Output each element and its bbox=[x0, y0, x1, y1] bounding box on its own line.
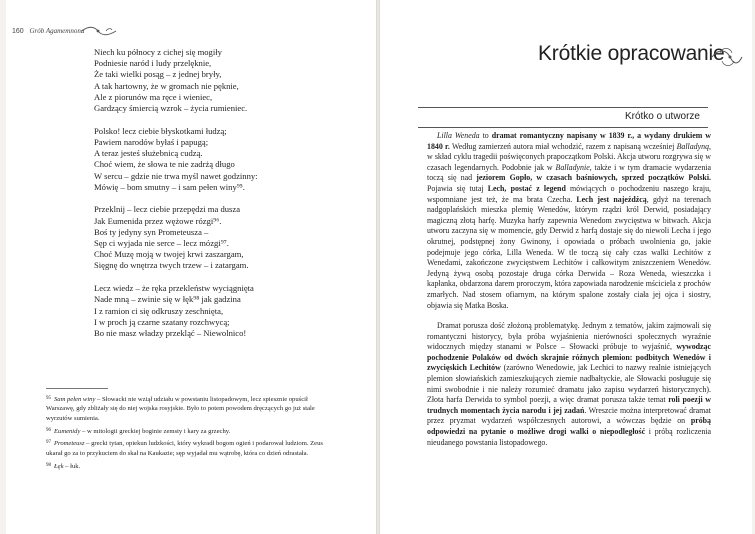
footnote-term: Eumenidy bbox=[54, 427, 81, 435]
poem-line: Mówię – bom smutny – i sam pełen winy⁹⁵. bbox=[94, 181, 245, 192]
section-header bbox=[418, 107, 708, 128]
poem-line: Sęp ci wyjada nie serce – lecz mózgi⁹⁷. bbox=[94, 238, 229, 249]
footnote-number: 96 bbox=[46, 427, 51, 433]
text-run: , także i w tym dramacie wydarzenia toczą się nad bbox=[427, 162, 711, 183]
text-run: Pojawia się tutaj bbox=[427, 183, 488, 193]
footnote bbox=[46, 426, 334, 436]
footnote-term: Sam pełen winy bbox=[54, 396, 96, 403]
poem-line: A tak hartowny, że w gromach nie pęknie, bbox=[94, 80, 239, 91]
italic-text: Balladynie bbox=[555, 162, 590, 172]
poem-line: I w proch ją czarne szatany rozchwycą; bbox=[94, 316, 230, 327]
poem-line: I z ramion ci się odkruszy zeschnięta, bbox=[94, 305, 224, 316]
bold-text: Lech jest najeźdźcą bbox=[576, 194, 647, 204]
right-page bbox=[380, 0, 752, 534]
text-run: , w skład cyklu tragedii poświęconych prapoczątkom Polski. Akcja utworu rozgrywa się w czasach legendarnych. Podobnie jak w bbox=[427, 141, 711, 172]
poem-line: Pawiem narodów byłaś i papugą; bbox=[94, 136, 209, 147]
footnote-term: Łęk bbox=[54, 462, 64, 470]
poem-stanza bbox=[94, 283, 354, 339]
poem-line: Ale z piorunów ma ręce i wieniec, bbox=[94, 91, 213, 102]
footnote-text: – grecki tytan, opiekun ludzkości, który wykradł bogom ogień i podarował ludziom. Zeus ukarał go za to przykuciem do skał na Kaukazie; sęp wyjadał mu wątrobę, która co dzień odrastała. bbox=[46, 440, 323, 457]
footnote-number: 97 bbox=[46, 440, 51, 446]
footnote-text: – łuk. bbox=[63, 462, 81, 470]
poem-line: Podniesie naród i ludy przelęknie, bbox=[94, 58, 212, 69]
poem-line: Choć Muzę moją w twojej krwi zaszargam, bbox=[94, 249, 244, 260]
bold-text: próbą odpowiedzi na pytanie o możliwe drogi walki o niepodległość bbox=[427, 416, 711, 437]
chapter-title: Krótkie opracowanie bbox=[538, 42, 725, 65]
body-text bbox=[427, 131, 711, 448]
poem-line: Choć wiem, że słowa te nie zadrżą długo bbox=[94, 159, 235, 170]
section-title: Krótko o utworze bbox=[624, 111, 700, 122]
italic-text: Lilla Weneda bbox=[437, 131, 480, 140]
text-run: Według zamierzeń autora miał wchodzić, razem z napisaną wcześniej bbox=[449, 141, 677, 151]
body-paragraph bbox=[427, 321, 711, 448]
flourish-ornament-icon bbox=[710, 45, 744, 69]
footnote-text: – w mitologii greckiej boginie zemsty i kary za grzechy. bbox=[80, 427, 231, 435]
running-title: Grób Agamemnona bbox=[29, 27, 85, 35]
poem-line: Że taki wielki posąg – z jednej bryły, bbox=[94, 69, 222, 80]
poem-line: Lecz wiedz – że ręka przekleństw wyciągnięta bbox=[94, 283, 254, 294]
poem-line: Polsko! lecz ciebie błyskotkami łudzą; bbox=[94, 125, 227, 136]
footnote-number: 95 bbox=[46, 396, 51, 401]
footnotes bbox=[46, 394, 334, 473]
poem-line: Jak Eumenida przez wężowe rózgi⁹⁶. bbox=[94, 215, 222, 226]
footnote-text: – Słowacki nie wziął udziału w powstaniu listopadowym, lecz spiesznie opuścił Warszawę, gdy zbliżały się do niej wojska rosyjskie. Było to potem powodem dręczących go już stale wyrzutów sumienia. bbox=[46, 396, 315, 422]
bold-text: roli poezji w trudnych momentach życia narodu i jej zadań bbox=[427, 395, 711, 415]
poem-line: A teraz jesteś służebnicą cudzą. bbox=[94, 148, 203, 159]
bold-text: jeziorem Gopło, w czasach baśniowych, sprzed początków Polski. bbox=[476, 173, 711, 183]
poem-line: Nade mną – zwinie się w łęk⁹⁸ jak gadzina bbox=[94, 294, 241, 305]
bold-text: Lech, postać z legend bbox=[487, 183, 566, 193]
footnote bbox=[46, 394, 334, 423]
left-page bbox=[6, 0, 376, 534]
poem-stanza bbox=[94, 126, 354, 193]
bold-text: wywodząc pochodzenie Polaków od dwóch skrajnie różnych plemion: podbitych Wenedów i zwycięskich Lechitów bbox=[427, 342, 711, 373]
text-run: mówiących o pochodzeniu naszego kraju, wspomniane jest też, że ma brata Czecha. bbox=[427, 183, 711, 204]
poem-line: Bo nie masz władzy przekląć – Niewolnico! bbox=[94, 327, 247, 338]
poem-line: Niech ku północy z cichej się mogiły bbox=[94, 47, 222, 57]
running-head bbox=[12, 27, 84, 35]
text-run: Dramat porusza dość złożoną problematykę. Jednym z tematów, jakim zajmowali się romantyczni historycy, była próba wyjaśnienia nierówności społecznych wyraźnie widocznych między stanami w Polsce – Słowacki próbuje to wyjaśnić, bbox=[427, 321, 711, 352]
flourish-ornament-icon bbox=[80, 25, 118, 37]
footnote-number: 98 bbox=[46, 462, 51, 468]
poem-line: Boś ty jedyny syn Prometeusza – bbox=[94, 226, 209, 237]
footnote bbox=[46, 461, 334, 471]
poem-line: Przeklnij – lecz ciebie przepędzi ma dusza bbox=[94, 204, 241, 215]
text-run: , gdyż na terenach nadgoplańskich mieszka plemię Wenedów, którym rządzi król Derwid, posiadający magiczną złotą harfę. Muzyka harfy zapewnia Wenedom zwycięstwa w bitwach. Akcja utworu zaczyna się w momencie, gdy Derwid z harfą dostaje się do niewoli Lecha i jego okrutnej, podstępnej żony Gwinony, i opowiada o próbach uwolnienia go, jakie podejmuje jego córka, Lilla Weneda. W tle toczą się cały czas walki Lechitów z Wenedami, zakończone zwycięstwem Lechitów i całkowitym zniszczeniem Wenedów. Jedyną żywą osobą pozostaje druga córka Derwida – Roza Weneda, wieszczka i kapłanka, obdarzona darem proroczym, która zapowiada narodzenie mściciela z prochów zmarłych. Nad stosem ofiarnym, na którym spalone zostały ciała jej ojca i siostry, objawia się Matka Boska. bbox=[427, 194, 711, 310]
text-run: to bbox=[479, 131, 492, 140]
italic-text: Balladyną bbox=[676, 141, 710, 151]
body-paragraph bbox=[427, 131, 711, 311]
poem-line: W sercu – gdzie nie trwa myśl nawet godzinny: bbox=[94, 170, 258, 181]
text-run: (zarówno Wenedowie, jak Lechici to nazwy realnie istniejących plemion słowiańskich zamieszkujących ziemie nadbałtyckie, ale Słowacki posługuje się nimi swobodnie i nie należy rozumieć dramatu jako zapisu wydarzeń historycznych). Złota harfa Derwida to symbol poezji, a więc dramat porusza także temat bbox=[427, 363, 711, 405]
poem-line: Sięgnę do wnętrza twych trzew – i zatargam. bbox=[94, 260, 249, 271]
poem-line: Gardzący śmiercią wzrok – życia rumieniec. bbox=[94, 103, 248, 114]
poem-stanza bbox=[94, 204, 354, 271]
page-number: 160 bbox=[12, 28, 24, 35]
bold-text: dramat romantyczny napisany w 1839 r., a wydany drukiem w 1840 r. bbox=[427, 131, 711, 151]
footnote-term: Prometeusz bbox=[54, 440, 85, 448]
text-run: . Wreszcie można interpretować dramat przez pryzmat wydarzeń współczesnych autorowi, a wówczas będzie on bbox=[427, 405, 711, 426]
footnote bbox=[46, 438, 334, 458]
poem-stanza bbox=[94, 47, 354, 114]
poem bbox=[94, 47, 354, 351]
text-run: i próbą rozliczenia nieudanego powstania listopadowego. bbox=[427, 427, 712, 447]
footnote-rule bbox=[46, 388, 108, 389]
